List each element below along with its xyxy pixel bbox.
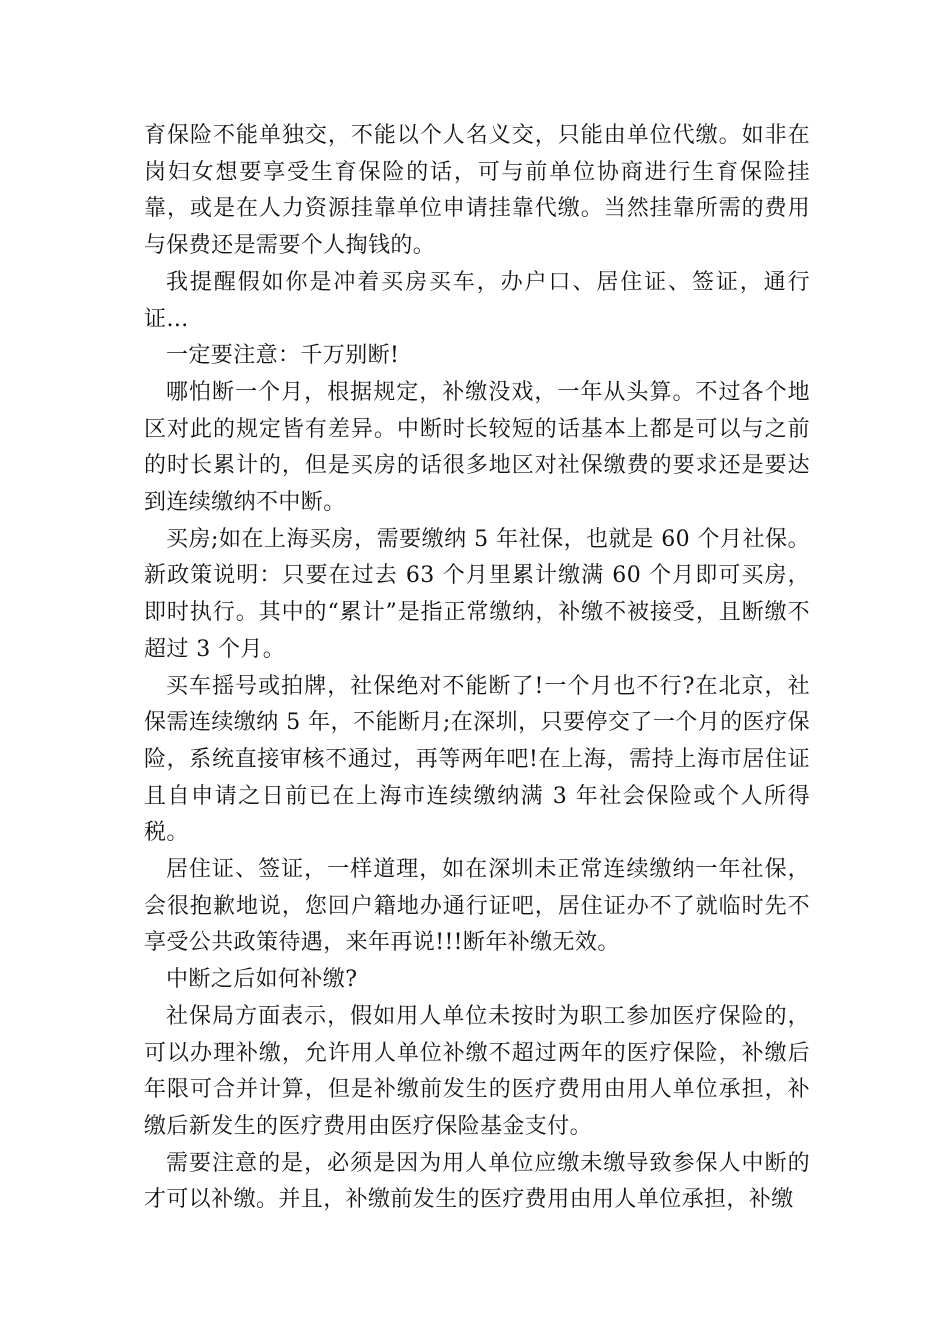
paragraph-heading-repay: 中断之后如何补缴? [166,967,358,993]
paragraph-interruption: 哪怕断一个月，根据规定，补缴没戏，一年从头算。不过各个地区对此的规定皆有差异。中断时长较短的话基本上都是可以与之前的时长累计的，但是买房的话很多地区对社保缴费的要求还是要达到连续缴纳不中断。 [144,379,810,516]
paragraph-note: 需要注意的是，必须是因为用人单位应缴未缴导致参保人中断的才可以补缴。并且，补缴前发生的医疗费用由用人单位承担，补缴 [144,1150,810,1213]
paragraph-reminder: 我提醒假如你是冲着买房买车，办户口、居住证、签证，通行证… [144,269,810,332]
paragraph-warning: 一定要注意：千万别断! [166,343,400,369]
paragraph-buy-house: 买房;如在上海买房，需要缴纳 5 年社保，也就是 60 个月社保。新政策说明：只要在过去 63 个月里累计缴满 60 个月即可买房，即时执行。其中的“累计”是指正常缴纳，补缴不被接受，且断缴不超过 3 个月。 [144,526,810,662]
paragraph-social-security-bureau: 社保局方面表示，假如用人单位未按时为职工参加医疗保险的，可以办理补缴，允许用人单位补缴不超过两年的医疗保险，补缴后年限可合并计算，但是补缴前发生的医疗费用由用人单位承担，补缴后新发生的医疗费用由医疗保险基金支付。 [144,1003,810,1139]
paragraph-continuation: 育保险不能单独交，不能以个人名义交，只能由单位代缴。如非在岗妇女想要享受生育保险的话，可与前单位协商进行生育保险挂靠，或是在人力资源挂靠单位申请挂靠代缴。当然挂靠所需的费用与保费还是需要个人掏钱的。 [144,123,810,259]
document-body [144,118,810,1219]
paragraph-residence-permit: 居住证、签证，一样道理，如在深圳未正常连续缴纳一年社保，会很抱歉地说，您回户籍地办通行证吧，居住证办不了就临时先不享受公共政策待遇，来年再说!!!断年补缴无效。 [144,857,810,956]
paragraph-buy-car: 买车摇号或拍牌，社保绝对不能断了!一个月也不行?在北京，社保需连续缴纳 5 年，不能断月;在深圳，只要停交了一个月的医疗保险，系统直接审核不通过，再等两年吧!在上海，需持上海市居住证且自申请之日前已在上海市连续缴纳满 3 年社会保险或个人所得税。 [144,673,810,846]
